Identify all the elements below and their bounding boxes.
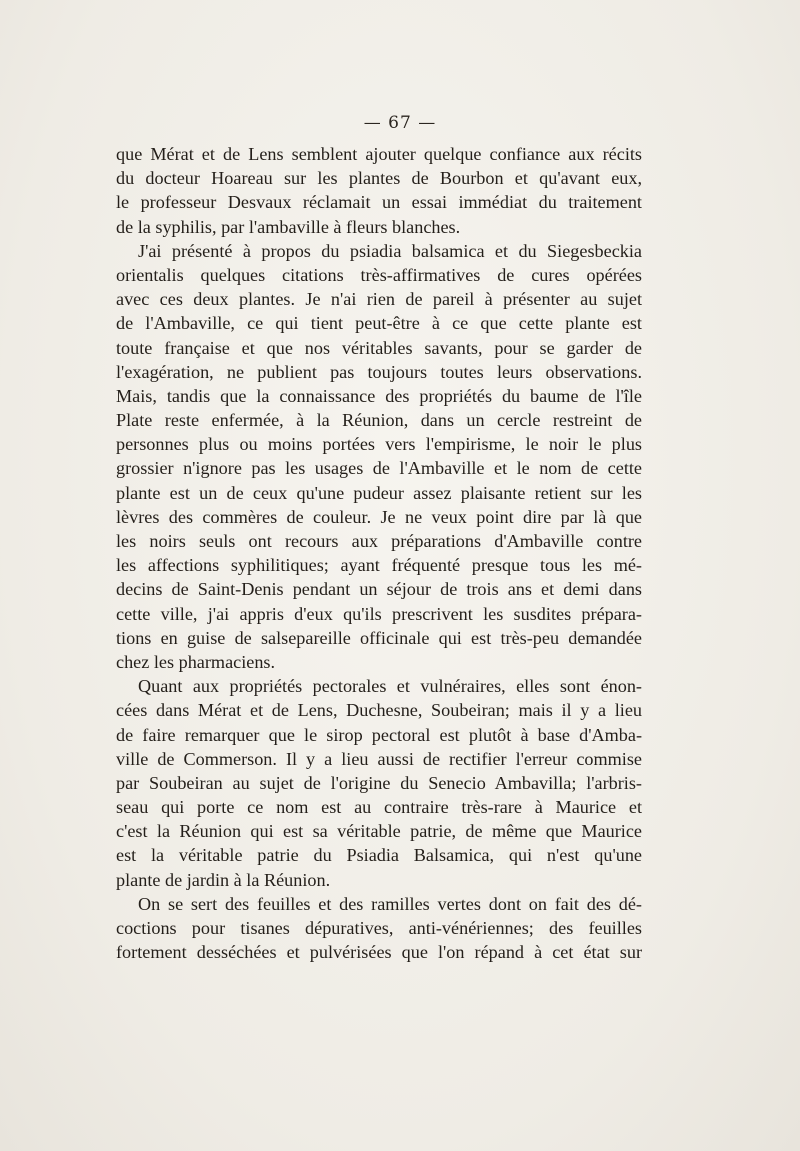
body-text [116,142,642,964]
text-line: decins de Saint-Denis pendant un séjour de trois ans et demi dans [116,579,642,600]
text-line: les affections syphilitiques; ayant fréquenté presque tous les mé- [116,555,642,576]
text-line: toute française et que nos véritables savants, pour se garder de [116,337,642,358]
text-line: les noirs seuls ont recours aux préparations d'Ambaville contre [116,531,642,551]
text-line: que Mérat et de Lens semblent ajouter quelque confiance aux récits [116,144,642,164]
text-line: personnes plus ou moins portées vers l'empirisme, le noir le plus [116,434,642,455]
text-line: lèvres des commères de couleur. Je ne veux point dire par là que [116,506,642,527]
text-line: J'ai présenté à propos du psiadia balsamica et du Siegesbeckia [138,240,642,261]
text-line: le professeur Desvaux réclamait un essai immédiat du traitement [116,192,642,213]
text-line: fortement desséchées et pulvérisées que l'on répand à cet état sur [116,942,642,963]
text-line: du docteur Hoareau sur les plantes de Bourbon et qu'avant eux, [116,168,642,189]
text-line: est la véritable patrie du Psiadia Balsamica, qui n'est qu'une [116,845,642,866]
text-line: cées dans Mérat et de Lens, Duchesne, Soubeiran; mais il y a lieu [116,700,642,721]
page-number-header: — 67 — [363,113,437,133]
text-line: chez les pharmaciens. [116,651,276,672]
text-line: ville de Commerson. Il y a lieu aussi de rectifier l'erreur commise [116,748,642,769]
text-line: plante est un de ceux qu'une pudeur assez plaisante retient sur les [116,482,642,503]
text-line: avec ces deux plantes. Je n'ai rien de pareil à présenter au sujet [116,289,642,310]
text-line: plante de jardin à la Réunion. [116,869,331,890]
text-line: cette ville, j'ai appris d'eux qu'ils prescrivent les susdites prépara- [116,603,642,624]
text-line: l'exagération, ne publient pas toujours toutes leurs observations. [116,361,642,382]
text-line: tions en guise de salsepareille officinale qui est très-peu demandée [116,627,642,648]
text-line: grossier n'ignore pas les usages de l'Ambaville et le nom de cette [116,458,642,479]
text-line: seau qui porte ce nom est au contraire très-rare à Maurice et [116,797,642,818]
text-line: Mais, tandis que la connaissance des propriétés du baume de l'île [116,385,642,406]
text-line: coctions pour tisanes dépuratives, anti-vénériennes; des feuilles [116,918,642,938]
text-line: c'est la Réunion qui est sa véritable patrie, de même que Maurice [116,821,642,842]
text-line: orientalis quelques citations très-affirmatives de cures opérées [116,264,642,285]
text-line: On se sert des feuilles et des ramilles vertes dont on fait des dé- [138,893,642,914]
text-line: de faire remarquer que le sirop pectoral est plutôt à base d'Amba- [116,724,642,745]
text-line: de l'Ambaville, ce qui tient peut-être à ce que cette plante est [116,313,642,334]
text-line: par Soubeiran au sujet de l'origine du Senecio Ambavilla; l'arbris- [116,772,642,793]
text-line: de la syphilis, par l'ambaville à fleurs blanches. [116,216,461,237]
text-line: Quant aux propriétés pectorales et vulnéraires, elles sont énon- [138,676,642,697]
text-line: Plate reste enfermée, à la Réunion, dans un cercle restreint de [116,410,642,431]
